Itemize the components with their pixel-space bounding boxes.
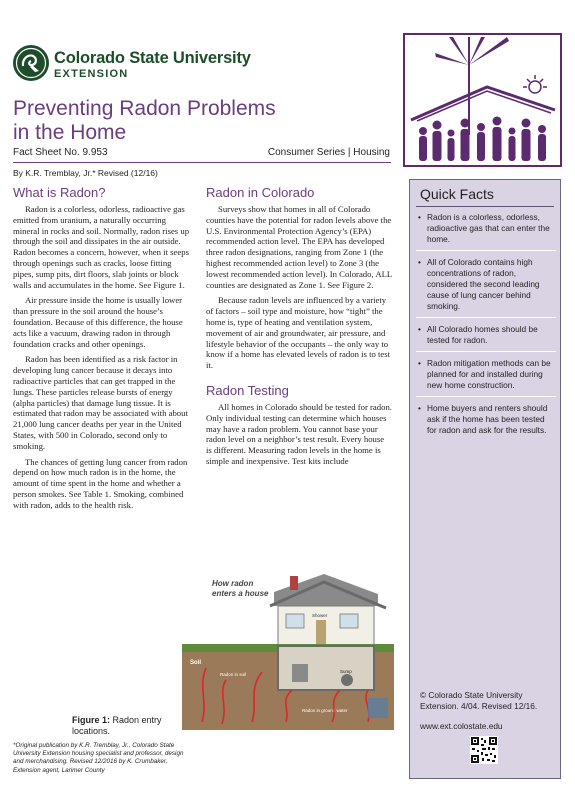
page-title [13,97,393,145]
figure-heading-line-2: enters a house [212,589,269,598]
paragraph: Surveys show that homes in all of Colorado counties have the potential for radon levels above the U.S. Environmental Protection Agency’s (EPA) recommended action level. The EPA has developed three radon designations, ranging from Zone 1 (the highest recommended action level) to Zone 3 (the lowest recommended action level). In Colorado, ALL counties are designated as Zone 1. See Figure 2. [206,204,392,290]
author-footnote: *Original publication by K.R. Tremblay, Jr., Colorado State University Extension housing specialist and professor, design and merchandising. Revised 12/2016 by K. Crumbaker, Extension agent, Larimer County [13,742,184,774]
paragraph: Because radon levels are influenced by a variety of factors – soil type and moisture, how “tight” the home is, type of heating and ventilation system, movement of air and groundwater, air pressure, and lifestyle behavior of the occupants – the only way to know if a home has elevated levels of radon is to test it. [206,295,391,371]
quick-fact-item: • All of Colorado contains high concentrations of radon, considered the second leading cause of lung cancer behind smoking. [418,257,540,311]
bullet-icon: • [418,257,421,267]
quick-fact-item: • All Colorado homes should be tested for radon. [418,324,538,345]
title-divider [13,162,391,163]
figure-caption-text: Radon entry locations. [72,715,162,736]
figure-label: Figure 1: [72,715,111,725]
bullet-icon: • [418,403,421,413]
paragraph: All homes in Colorado should be tested for radon. Only individual testing can determine which houses may have a radon problem. You cannot base your radon level on a neighbor’s test result. Every house is different. Measuring radon levels in the home is simple and inexpensive. Test kits include [206,401,392,466]
csu-ram-logo-icon [12,44,50,82]
radon-in-soil-label: Radon in soil [220,672,247,677]
paragraph: Radon has been identified as a risk factor in developing lung cancer because it decays into radioactive particles that can get trapped in the lungs. These particles release bursts of energy (alpha particles) that damage lung tissue. It is estimated that radon may be associated with about 21,000 lung cancer deaths per year in the United States, with 500 in Colorado, second only to smoking. [13,354,188,451]
paragraph: Radon is a colorless, odorless, radioactive gas emitted from uranium, a naturally occurring mineral in rocks and soil. Normally, radon rises up through the soil and dissipates in the air outside. Radon becomes a concern, however, when it seeps through openings such as cracks, loose fitting pipes, sump pits, dirt floors, slab joints or block walls and accumulates in the home. See Figure 1. [13,204,190,290]
heading-radon-testing: Radon Testing [206,382,289,398]
radon-entry-illustration [182,572,394,730]
quick-facts-panel [409,179,561,779]
quick-facts-title: Quick Facts [420,186,494,202]
paragraph: The chances of getting lung cancer from radon depend on how much radon is in the home, the amount of time spent in the home and whether a person smokes. See Table 1. Smoking, combined with radon, adds to the health risk. [13,456,188,510]
logo-title: Colorado State University [54,49,251,67]
heading-radon-in-colorado: Radon in Colorado [206,185,315,200]
quick-facts-list [416,212,556,436]
title-line-2: in the Home [13,121,127,144]
extension-url[interactable]: www.ext.colostate.edu [420,721,503,731]
house-people-art-icon [405,35,560,165]
title-line-1: Preventing Radon Problems [13,97,276,120]
quick-facts-divider [416,206,554,207]
figure-caption [72,715,182,737]
copyright-notice: © Colorado State University Extension. 4/04. Revised 12/16. [420,690,538,711]
bullet-icon: • [418,212,421,222]
series-label: Consumer Series | Housing [267,147,390,158]
radon-ground-water-label: Radon in ground water [302,708,348,713]
column-what-is-radon [13,185,193,516]
csu-extension-logo [12,44,262,84]
soil-label: Soil [190,660,202,666]
qr-code-icon [470,736,498,764]
logo-subtitle: EXTENSION [54,68,129,80]
sump-label: Sump [340,669,352,674]
byline: By K.R. Tremblay, Jr.* Revised (12/16) [13,168,158,178]
quick-fact-item: • Radon mitigation methods can be planned for and installed during new home construction. [418,358,551,390]
paragraph: Air pressure inside the home is usually lower than pressure in the soil around the house’s foundation. Because of this difference, the house acts like a vacuum, drawing radon in through foundation cracks and other openings. [13,295,183,349]
quick-fact-item: • Radon is a colorless, odorless, radioactive gas that can enter the home. [418,212,550,244]
bullet-icon: • [418,324,421,334]
heading-what-is-radon: What is Radon? [13,185,106,200]
figure-heading-line-1: How radon [212,579,254,588]
quick-fact-item: • Home buyers and renters should ask if the home has been tested for radon and ask for the results. [418,403,548,435]
column-radon-in-colorado [206,185,392,472]
bullet-icon: • [418,358,421,368]
header-art [403,33,562,167]
shower-label: Shower [312,613,328,618]
fact-sheet-number: Fact Sheet No. 9.953 [13,147,108,158]
